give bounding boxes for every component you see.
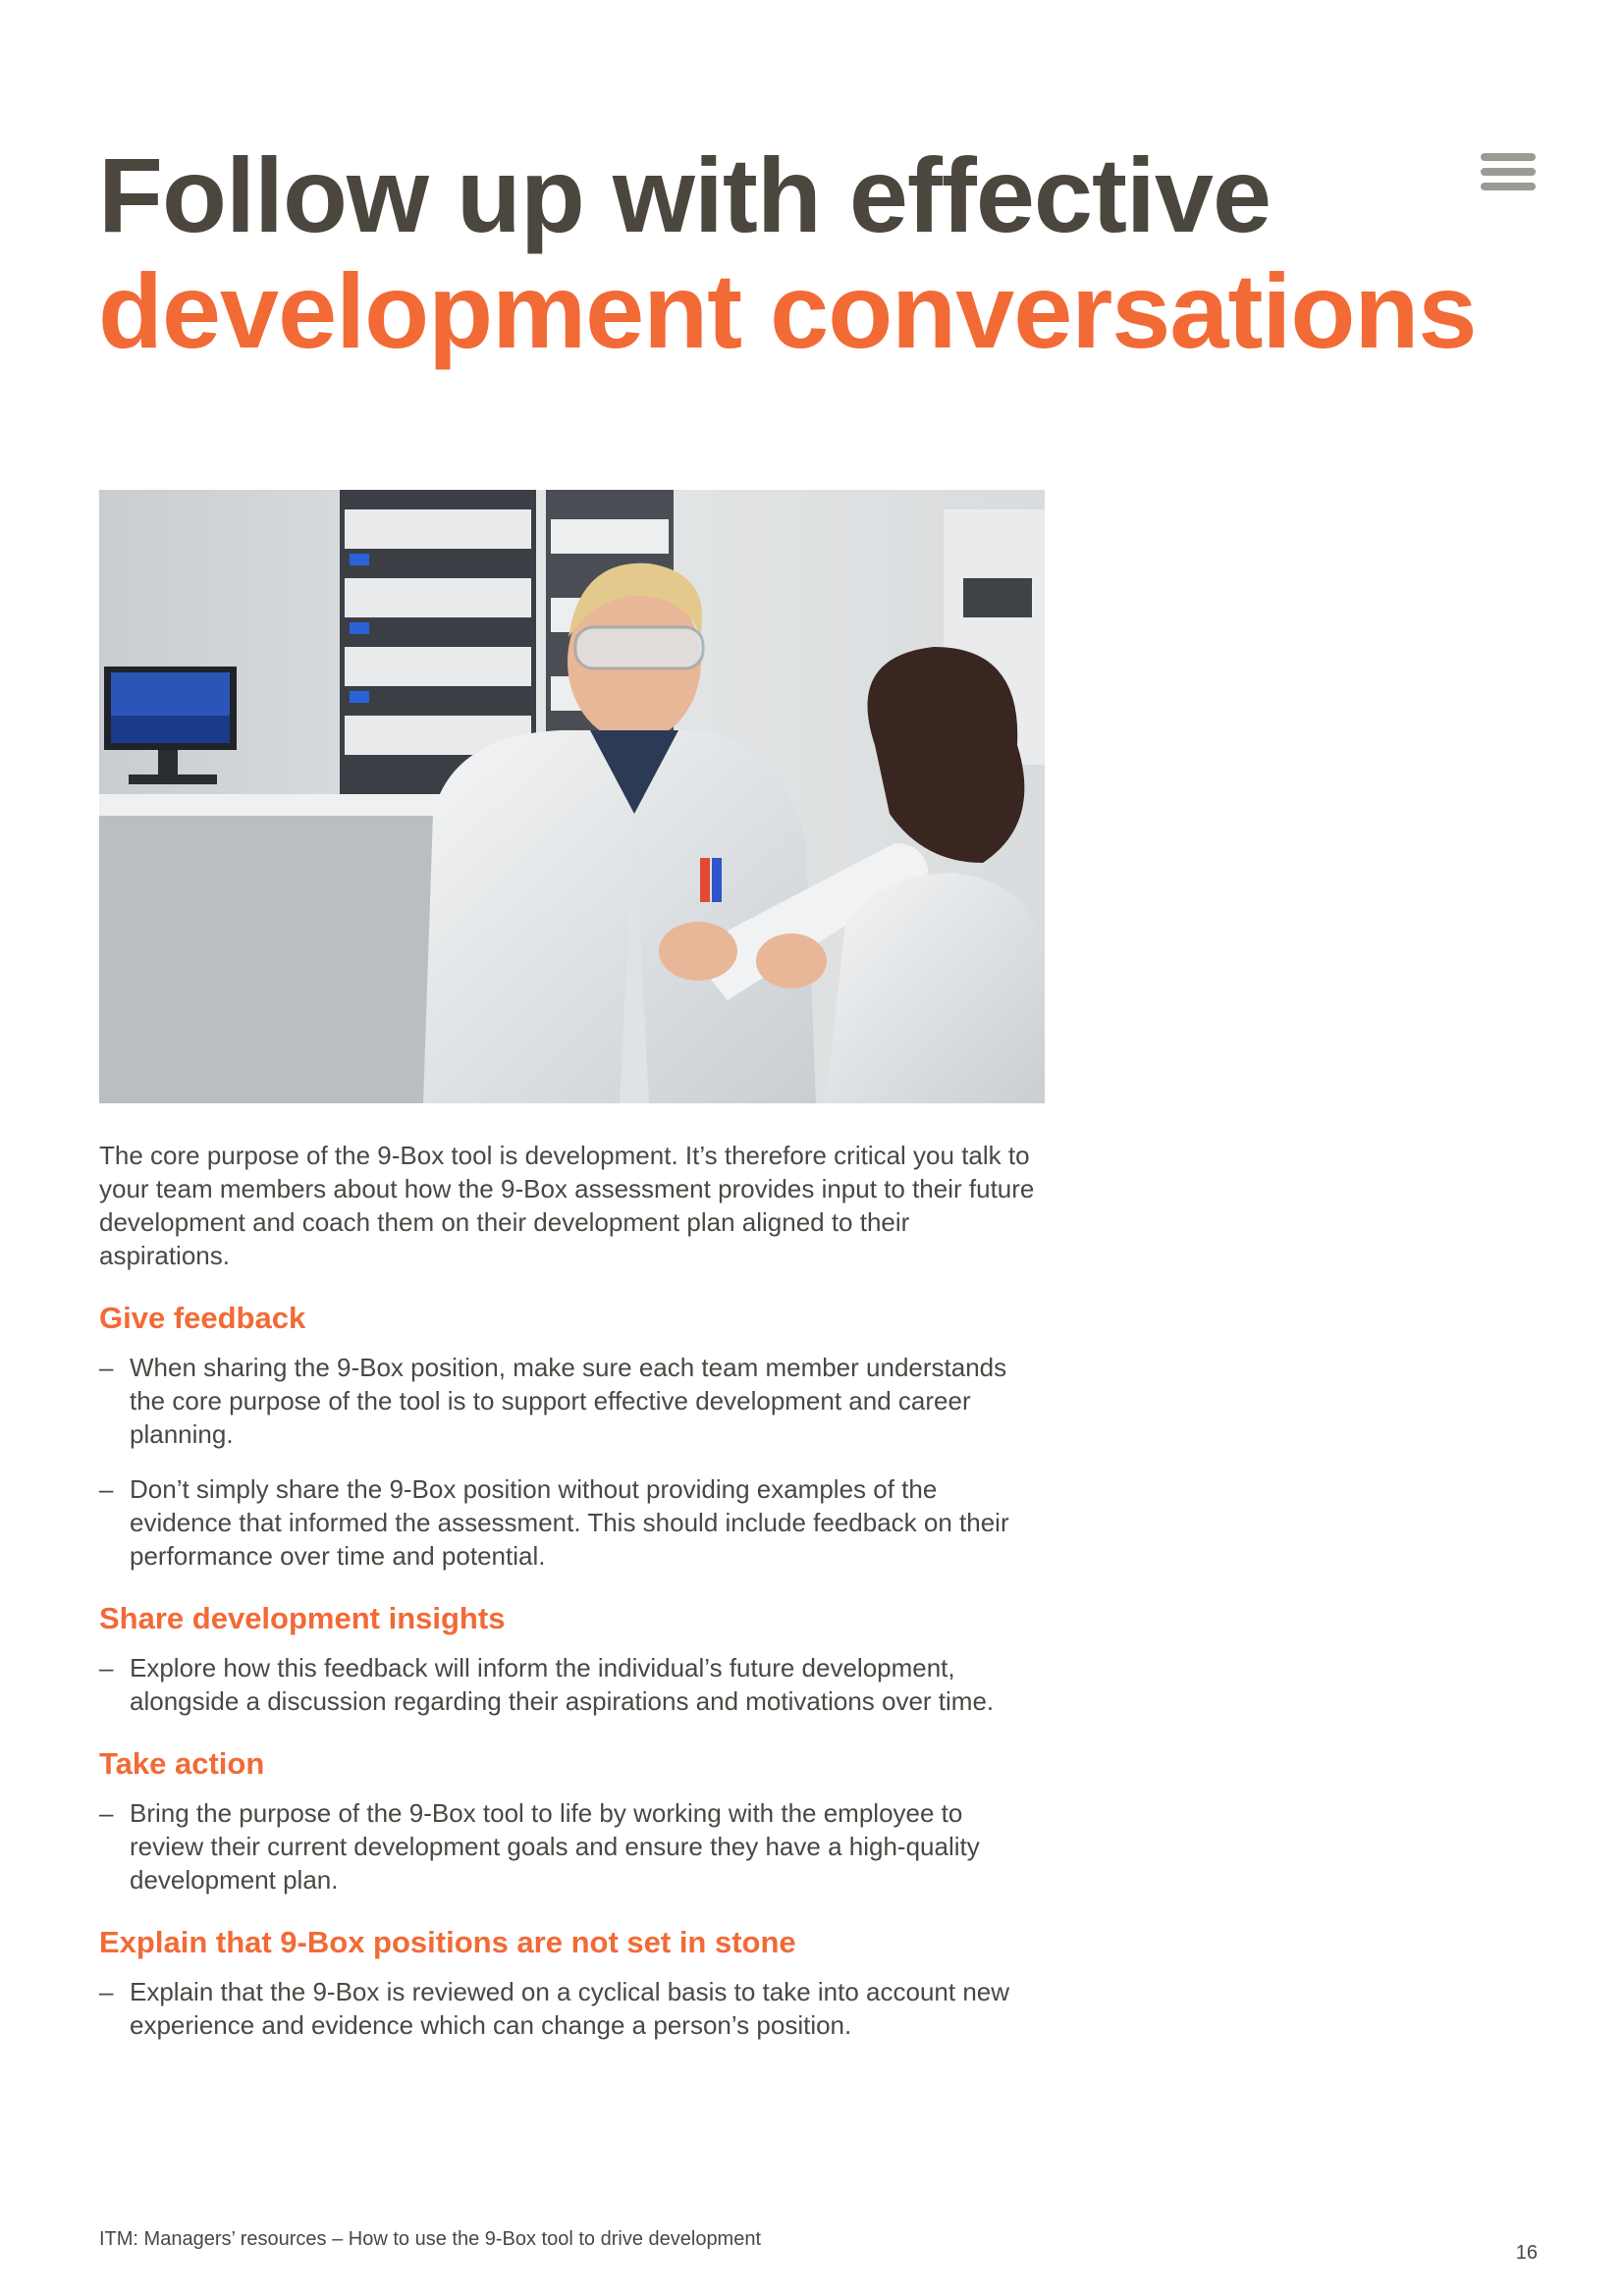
dash-bullet: –	[99, 1474, 114, 1504]
bullet-list	[99, 1351, 1042, 1573]
section-share-development-insights	[99, 1600, 1042, 1718]
list-item-text: Explain that the 9-Box is reviewed on a cyclical basis to take into account new experience and evidence which can change a person’s position.	[130, 1977, 1010, 2040]
dash-bullet: –	[99, 1798, 114, 1828]
section-heading: Share development insights	[99, 1601, 506, 1635]
list-item-text: Explore how this feedback will inform the individual’s future development, alongside a discussion regarding their aspirations and motivations over time.	[130, 1653, 995, 1716]
main-content	[99, 1139, 1042, 2069]
list-item	[99, 1351, 1042, 1451]
page-number: 16	[1515, 2242, 1538, 2264]
list-item-text: When sharing the 9-Box position, make sure each team member understands the core purpose of the tool is to support effective development and career planning.	[130, 1353, 1007, 1449]
photo-illustration	[99, 490, 1045, 1103]
page-title-line-2: development conversations	[98, 251, 1477, 370]
list-item	[99, 1651, 1042, 1718]
section-give-feedback	[99, 1300, 1042, 1573]
page-title-line-1: Follow up with effective	[98, 135, 1272, 254]
dash-bullet: –	[99, 1977, 114, 2006]
section-not-set-in-stone	[99, 1924, 1042, 2042]
lab-scientists-photo	[99, 490, 1045, 1103]
list-item-text: Don’t simply share the 9-Box position without providing examples of the evidence that informed the assessment. This should include feedback on their performance over time and potential.	[130, 1474, 1009, 1571]
section-heading: Give feedback	[99, 1301, 306, 1335]
section-heading: Take action	[99, 1746, 265, 1781]
bullet-list	[99, 1651, 1042, 1718]
page-title	[98, 137, 1476, 369]
bullet-list	[99, 1796, 1042, 1896]
dash-bullet: –	[99, 1353, 114, 1382]
list-item-text: Bring the purpose of the 9-Box tool to life by working with the employee to review their current development goals and ensure they have a high-quality development plan.	[130, 1798, 980, 1895]
section-take-action	[99, 1745, 1042, 1896]
footer-text: ITM: Managers’ resources – How to use the 9-Box tool to drive development	[99, 2228, 762, 2250]
menu-bar-bottom	[1481, 183, 1536, 190]
hamburger-menu-icon[interactable]	[1481, 153, 1536, 190]
menu-bar-top	[1481, 153, 1536, 161]
dash-bullet: –	[99, 1653, 114, 1682]
menu-bar-middle	[1481, 168, 1536, 176]
section-heading: Explain that 9-Box positions are not set in stone	[99, 1925, 796, 1959]
list-item	[99, 1796, 1042, 1896]
intro-paragraph: The core purpose of the 9-Box tool is development. It’s therefore critical you talk to your team members about how the 9-Box assessment provides input to their future development and coach them on their development plan aligned to their aspirations.	[99, 1141, 1035, 1270]
list-item	[99, 1975, 1042, 2042]
list-item	[99, 1472, 1042, 1573]
bullet-list	[99, 1975, 1042, 2042]
